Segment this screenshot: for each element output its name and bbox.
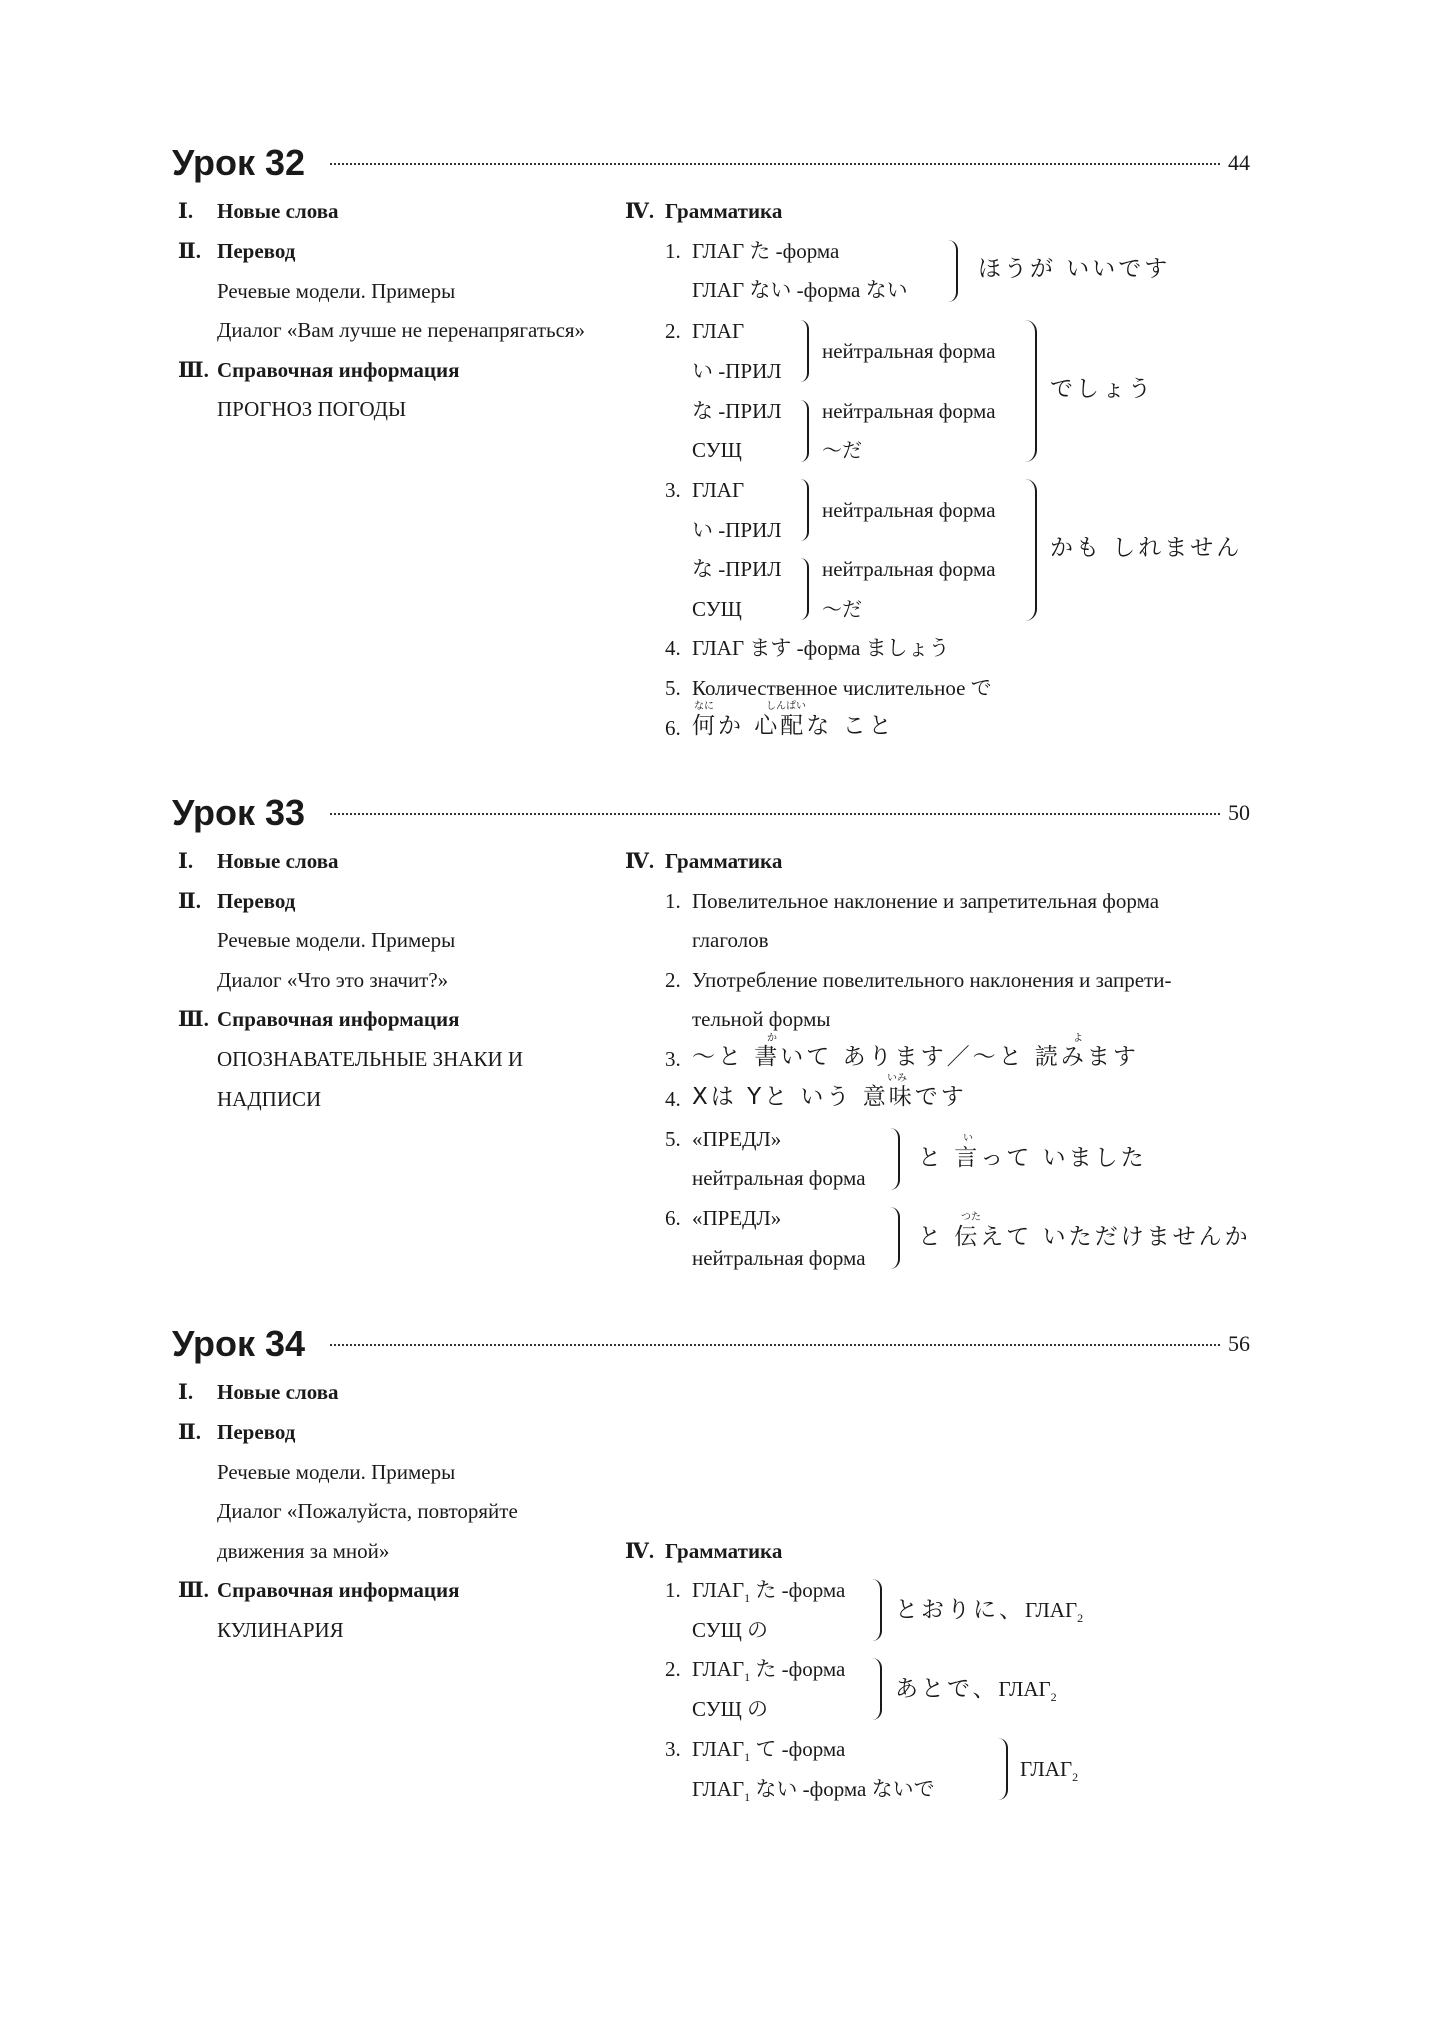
l34-g1-result-verb: ГЛАГ — [1025, 1598, 1078, 1622]
l34-g2-brace — [872, 1658, 882, 1720]
l33-g1-line-2: глаголов — [692, 928, 769, 952]
lesson-34-section-2-num: Ⅱ. — [178, 1420, 201, 1444]
l34-g3-verb: ГЛАГ — [692, 1737, 745, 1761]
l33-g3-text: ～と 書いて あります／～と 読みます — [692, 1044, 1139, 1070]
l34-g2-result-verb: ГЛАГ — [998, 1677, 1051, 1701]
l34-g3-result — [1020, 1755, 1078, 1791]
l33-g3-ruby-2: よ — [1073, 1033, 1083, 1044]
lesson-32-section-2-item-2: Диалог «Вам лучше не перенапрягаться» — [217, 318, 586, 342]
lesson-34-section-4-num: Ⅳ. — [625, 1539, 655, 1563]
l32-g1-line-1: ГЛАГ た -форма — [692, 239, 840, 263]
l34-g2-result — [895, 1675, 1057, 1711]
l32-g1-brace — [948, 240, 958, 302]
lesson-33-section-1-label: Новые слова — [217, 849, 339, 873]
l34-g3-result-index: 2 — [1072, 1770, 1079, 1785]
lesson-34-leader — [330, 1344, 1220, 1346]
l33-g3-ruby-1: か — [767, 1033, 777, 1044]
l33-g5-num: 5. — [665, 1127, 681, 1151]
lesson-33-section-3-label: Справочная информация — [217, 1007, 460, 1031]
l33-g1-num: 1. — [665, 889, 681, 913]
l33-g6-line-1: «ПРЕДЛ» — [692, 1206, 782, 1230]
l32-g2-form-3: ～だ — [822, 438, 862, 462]
lesson-33-section-4-label: Грамматика — [665, 849, 783, 873]
lesson-33-title: Урок 33 — [172, 792, 306, 833]
l33-g5-line-1: «ПРЕДЛ» — [692, 1127, 782, 1151]
lesson-32-section-3-item-1: ПРОГНОЗ ПОГОДЫ — [217, 397, 407, 421]
l33-g1-line-1: Повелительное наклонение и запретительная форма — [692, 889, 1160, 913]
l33-g4-ruby-1: いみ — [887, 1073, 907, 1084]
lesson-32-section-3-label: Справочная информация — [217, 358, 460, 382]
l32-g2-inner-brace-2 — [800, 400, 809, 462]
l33-g2-line-1: Употребление повелительного наклонения и запрети- — [692, 968, 1172, 992]
lesson-34-section-1-label: Новые слова — [217, 1380, 339, 1404]
l33-g6-brace — [890, 1207, 900, 1269]
lesson-32-section-2-item-1: Речевые модели. Примеры — [217, 279, 456, 303]
lesson-32-section-1-num: Ⅰ. — [178, 199, 194, 223]
l32-g4-text: ГЛАГ ます -форма ましょう — [692, 636, 950, 660]
lesson-34-section-2-item-1: Речевые модели. Примеры — [217, 1460, 456, 1484]
l32-g3-inner-brace-2 — [800, 558, 809, 620]
lesson-33-leader — [330, 813, 1220, 815]
l34-g2-num: 2. — [665, 1657, 681, 1681]
lesson-34-section-3-num: Ⅲ. — [178, 1578, 209, 1602]
l33-g2-num: 2. — [665, 968, 681, 992]
lesson-33-section-4-num: Ⅳ. — [625, 849, 655, 873]
lesson-32-leader — [330, 163, 1220, 165]
lesson-32-section-4-label: Грамматика — [665, 199, 783, 223]
l34-g1-line-1 — [692, 1576, 845, 1612]
l34-g1-num: 1. — [665, 1578, 681, 1602]
l34-g1-brace — [872, 1579, 882, 1641]
lesson-34-title: Урок 34 — [172, 1323, 306, 1364]
l32-g3-num: 3. — [665, 478, 681, 502]
lesson-33-section-3-item-2: НАДПИСИ — [217, 1087, 322, 1111]
l34-g2-verb: ГЛАГ — [692, 1657, 745, 1681]
l34-g3-brace — [998, 1738, 1008, 1800]
lesson-32-section-2-label: Перевод — [217, 239, 296, 263]
l34-g3-result-verb: ГЛАГ — [1020, 1757, 1073, 1781]
l34-g3-verb-form: て -форма — [750, 1737, 846, 1761]
l32-g2-line-2: い -ПРИЛ — [692, 359, 782, 383]
l32-g1-result: ほうが いいです — [978, 256, 1171, 282]
l32-g4-num: 4. — [665, 636, 681, 660]
lesson-32-section-2-num: Ⅱ. — [178, 239, 201, 263]
lesson-34-section-4-label: Грамматика — [665, 1539, 783, 1563]
l33-g6-num: 6. — [665, 1206, 681, 1230]
l34-g1-result — [895, 1596, 1083, 1632]
l33-g2-line-2: тельной формы — [692, 1007, 831, 1031]
lesson-33-section-2-item-1: Речевые модели. Примеры — [217, 928, 456, 952]
lesson-34-section-1-num: Ⅰ. — [178, 1380, 194, 1404]
l32-g6-text: 何か 心配な こと — [692, 713, 895, 739]
lesson-34-section-2-item-2: Диалог «Пожалуйста, повторяйте — [217, 1499, 518, 1523]
l34-g3-verb-index: 1 — [744, 1750, 751, 1765]
l32-g3-line-4: СУЩ — [692, 597, 742, 621]
l32-g3-result: かも しれません — [1050, 535, 1243, 561]
l32-g3-line-2: い -ПРИЛ — [692, 518, 782, 542]
l32-g2-result: でしょう — [1050, 376, 1154, 402]
l34-g1-result-index: 2 — [1077, 1611, 1084, 1626]
lesson-33-section-2-item-2: Диалог «Что это значит?» — [217, 968, 449, 992]
lesson-33-section-3-item-1: ОПОЗНАВАТЕЛЬНЫЕ ЗНАКИ И — [217, 1047, 524, 1071]
l32-g2-num: 2. — [665, 319, 681, 343]
l34-g3-line-1 — [692, 1735, 845, 1771]
l32-g3-form-2: нейтральная форма — [822, 557, 996, 581]
lesson-34-section-3-label: Справочная информация — [217, 1578, 460, 1602]
l32-g3-form-3: ～だ — [822, 597, 862, 621]
l34-g2-line-2: СУЩ の — [692, 1697, 769, 1721]
l33-g6-result: と 伝えて いただけませんか — [918, 1224, 1251, 1250]
l33-g3-num: 3. — [665, 1047, 681, 1071]
l32-g2-form-2: нейтральная форма — [822, 399, 996, 423]
l32-g3-line-3: な -ПРИЛ — [692, 557, 782, 581]
l33-g6-ruby-1: つた — [961, 1212, 981, 1223]
l32-g1-line-2: ГЛАГ ない -форма ない — [692, 278, 908, 302]
l33-g5-line-2: нейтральная форма — [692, 1166, 866, 1190]
l34-g3-num: 3. — [665, 1737, 681, 1761]
l34-g3-verb-2: ГЛАГ — [692, 1777, 745, 1801]
lesson-33-section-2-label: Перевод — [217, 889, 296, 913]
l32-g3-form-1: нейтральная форма — [822, 498, 996, 522]
l33-g6-line-2: нейтральная форма — [692, 1246, 866, 1270]
l34-g2-verb-form: た -форма — [750, 1657, 846, 1681]
l33-g4-num: 4. — [665, 1087, 681, 1111]
lesson-34-section-2-label: Перевод — [217, 1420, 296, 1444]
l33-g5-result: と 言って いました — [918, 1145, 1147, 1171]
lesson-34-page-number: 56 — [1228, 1331, 1250, 1356]
lesson-33-page-number: 50 — [1228, 800, 1250, 825]
l32-g6-ruby-1: なに — [694, 701, 714, 712]
l32-g6-num: 6. — [665, 716, 681, 740]
l34-g2-result-jp: あとで、 — [895, 1676, 999, 1702]
lesson-34-section-3-item-1: КУЛИНАРИЯ — [217, 1618, 344, 1642]
l32-g2-form-1: нейтральная форма — [822, 339, 996, 363]
l32-g6-ruby-2: しんぱい — [766, 701, 806, 712]
l32-g3-line-1: ГЛАГ — [692, 478, 745, 502]
l34-g1-verb-form: た -форма — [750, 1578, 846, 1602]
l33-g4-text: Xは Yと いう 意味です — [692, 1084, 967, 1110]
l32-g2-line-1: ГЛАГ — [692, 319, 745, 343]
lesson-32-title: Урок 32 — [172, 142, 306, 183]
l32-g3-inner-brace-1 — [800, 479, 809, 541]
l32-g1-num: 1. — [665, 239, 681, 263]
l32-g5-text: Количественное числительное で — [692, 676, 992, 700]
lesson-33-section-2-num: Ⅱ. — [178, 889, 201, 913]
l34-g2-line-1 — [692, 1655, 845, 1691]
l32-g2-outer-brace — [1025, 320, 1037, 462]
l33-g5-brace — [890, 1128, 900, 1190]
lesson-34-section-2-item-3: движения за мной» — [217, 1539, 390, 1563]
lesson-32-section-4-num: Ⅳ. — [625, 199, 655, 223]
lesson-33-section-1-num: Ⅰ. — [178, 849, 194, 873]
l34-g1-result-jp: とおりに、 — [895, 1597, 1025, 1623]
l32-g3-outer-brace — [1025, 479, 1037, 621]
l34-g3-verb-2-form: ない -форма ないで — [750, 1777, 935, 1801]
l32-g2-line-3: な -ПРИЛ — [692, 399, 782, 423]
l34-g1-line-2: СУЩ の — [692, 1618, 769, 1642]
l33-g5-ruby-1: い — [963, 1133, 973, 1144]
lesson-32-section-3-num: Ⅲ. — [178, 358, 209, 382]
l34-g2-verb-index: 1 — [744, 1670, 751, 1685]
l34-g2-result-index: 2 — [1050, 1690, 1057, 1705]
lesson-32-section-1-label: Новые слова — [217, 199, 339, 223]
l34-g3-verb-2-index: 1 — [744, 1790, 751, 1805]
lesson-33-section-3-num: Ⅲ. — [178, 1007, 209, 1031]
l34-g1-verb-index: 1 — [744, 1591, 751, 1606]
l32-g5-num: 5. — [665, 676, 681, 700]
l32-g2-inner-brace-1 — [800, 320, 809, 382]
l34-g3-line-2 — [692, 1775, 935, 1811]
l32-g2-line-4: СУЩ — [692, 438, 742, 462]
lesson-32-page-number: 44 — [1228, 150, 1250, 175]
l34-g1-verb: ГЛАГ — [692, 1578, 745, 1602]
